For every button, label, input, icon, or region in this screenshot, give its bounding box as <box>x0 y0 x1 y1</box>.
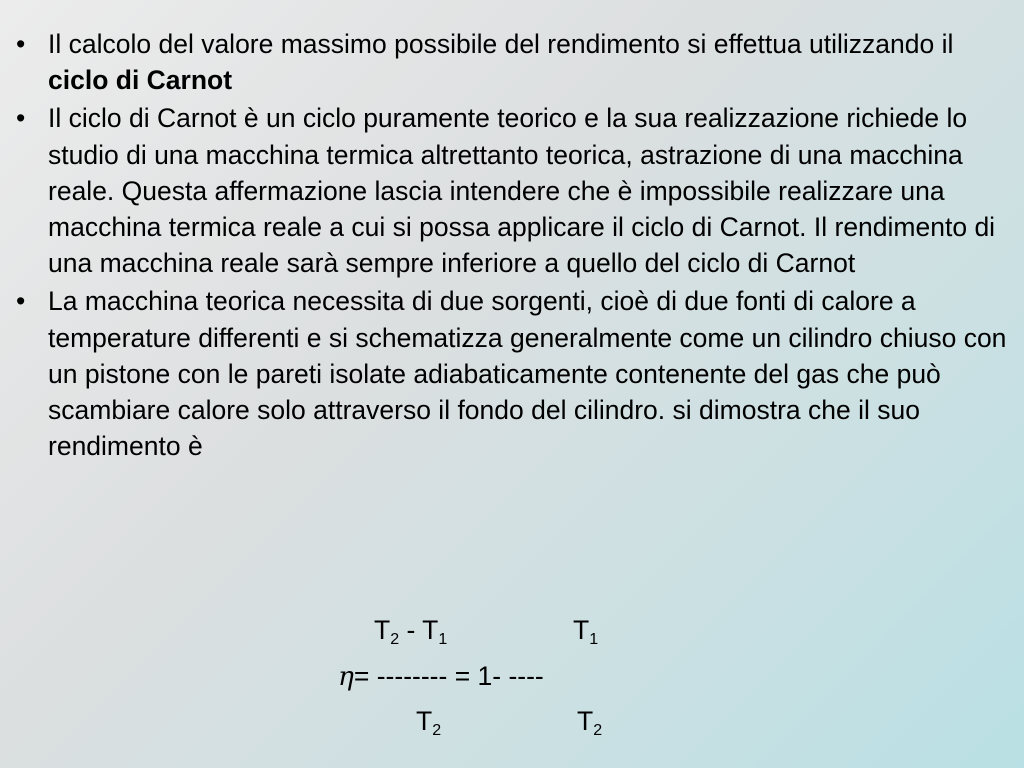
formula-subscript: 2 <box>390 631 400 648</box>
eta-symbol: η <box>338 661 354 692</box>
formula-subscript: 2 <box>593 722 603 739</box>
formula-symbol: T <box>577 706 594 736</box>
bullet-2-text: Il ciclo di Carnot è un ciclo puramente teorico e la sua realizzazione richiede lo studio di una macchina termica altrettanto teorica, astrazione di una macchina reale. Questa affermazione lascia intendere che è impossibile realizzare una macchina termica reale a cui si possa applicare il ciclo di Carnot. Il rendimento di una macchina reale sarà sempre inferiore a quello del ciclo di Carnot <box>48 103 996 279</box>
formula-symbol: T <box>374 615 391 645</box>
bullet-mark: • <box>16 29 26 59</box>
bullet-item-3 <box>14 283 1014 464</box>
formula-denominator-right <box>577 706 603 739</box>
formula-subscript: 1 <box>438 631 448 648</box>
formula-denominator-left <box>416 706 442 739</box>
bullet-1-bold-text: ciclo di Carnot <box>48 65 233 96</box>
formula-numerator-right <box>573 615 599 648</box>
bullet-item-2 <box>14 100 1014 281</box>
formula-numerator-left <box>374 615 448 648</box>
formula-subscript: 2 <box>432 722 442 739</box>
formula-symbol: - T <box>399 615 439 645</box>
bullet-1-text: Il calcolo del valore massimo possibile del rendimento si effettua utilizzando il <box>48 29 954 59</box>
bullet-list <box>14 26 1014 466</box>
bullet-mark: • <box>16 286 26 317</box>
bullet-mark: • <box>16 103 26 134</box>
formula-symbol: T <box>573 615 590 645</box>
formula-fraction-line: = -------- = 1- ---- <box>353 661 544 691</box>
bullet-3-text: La macchina teorica necessita di due sorgenti, cioè di due fonti di calore a temperature differenti e si schematizza generalmente come un cilindro chiuso con un pistone con le pareti isolate adiabaticamente contenente del gas che può scambiare calore solo attraverso il fondo del cilindro. si dimostra che il suo rendimento è <box>48 286 1007 462</box>
formula-middle-row <box>338 661 544 692</box>
bullet-item-1 <box>14 26 1014 98</box>
formula-symbol: T <box>416 706 433 736</box>
formula-subscript: 1 <box>589 631 599 648</box>
